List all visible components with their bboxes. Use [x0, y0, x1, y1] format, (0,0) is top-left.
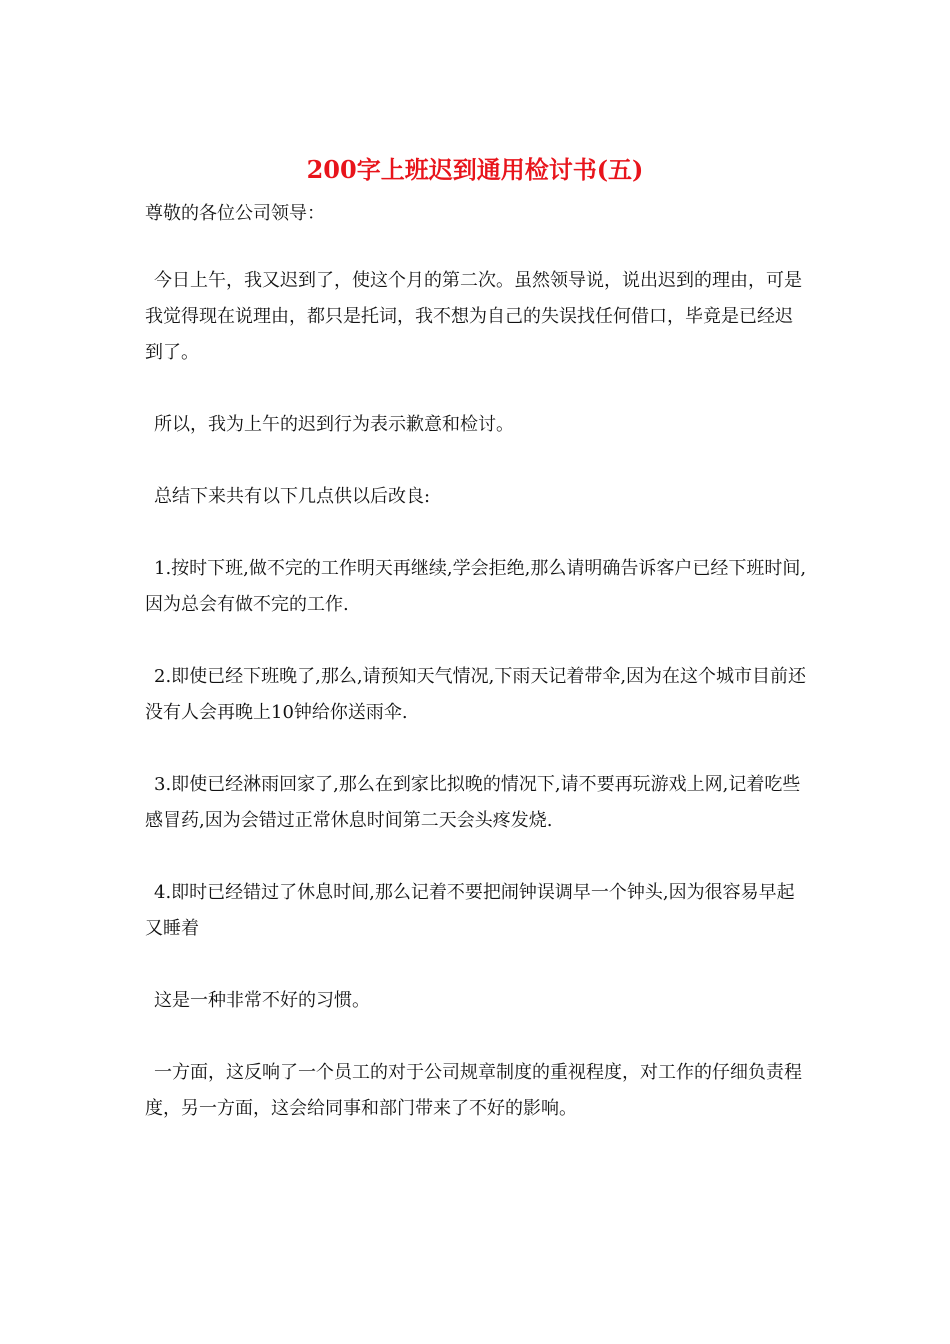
salutation: 尊敬的各位公司领导： [145, 203, 325, 224]
paragraph-intro: 今日上午，我又迟到了，使这个月的第二次。虽然领导说，说出迟到的理由，可是我觉得现在说理由，都只是托词，我不想为自己的失误找任何借口，毕竟是已经迟到了。 [145, 270, 802, 363]
document-body [145, 263, 810, 1127]
list-item-4: 4.即时已经错过了休息时间,那么记着不要把闹钟误调早一个钟头,因为很容易早起又睡着 [145, 882, 795, 939]
document-title: 200字上班迟到通用检讨书(五) [306, 155, 644, 184]
paragraph-summary: 总结下来共有以下几点供以后改良: [154, 486, 431, 507]
list-item-2: 2.即使已经下班晚了,那么,请预知天气情况,下雨天记着带伞,因为在这个城市目前还没有人会再晚上10钟给你送雨伞. [145, 666, 807, 723]
paragraph-habit: 这是一种非常不好的习惯。 [154, 990, 370, 1011]
paragraph-apology: 所以，我为上午的迟到行为表示歉意和检讨。 [154, 414, 514, 435]
list-item-3: 3.即使已经淋雨回家了,那么在到家比拟晚的情况下,请不要再玩游戏上网,记着吃些感冒药,因为会错过正常休息时间第二天会头疼发烧. [145, 774, 801, 831]
list-item-1: 1.按时下班,做不完的工作明天再继续,学会拒绝,那么请明确告诉客户已经下班时间,因为总会有做不完的工作. [145, 558, 807, 615]
paragraph-impact: 一方面，这反响了一个员工的对于公司规章制度的重视程度，对工作的仔细负责程度，另一方面，这会给同事和部门带来了不好的影响。 [145, 1062, 802, 1119]
